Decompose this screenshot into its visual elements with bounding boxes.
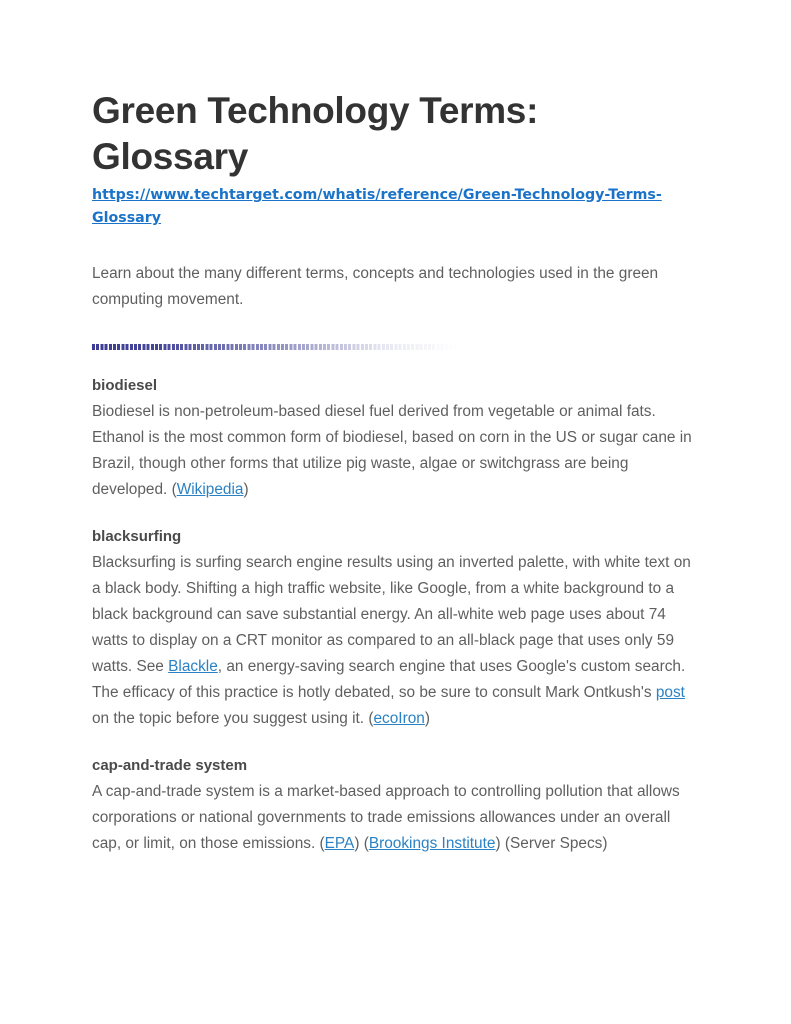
- glossary-definition: [92, 550, 698, 732]
- definition-text: ): [424, 710, 430, 727]
- glossary-definition: [92, 399, 698, 503]
- dotted-gradient-divider: [92, 344, 457, 350]
- reference-link[interactable]: ecoIron: [373, 710, 425, 727]
- intro-paragraph: Learn about the many different terms, concepts and technologies used in the green computing movement.: [92, 265, 659, 308]
- definition-text: ) (Server Specs): [495, 835, 608, 852]
- glossary-entry-list: [92, 374, 698, 857]
- reference-link[interactable]: Blackle: [168, 658, 218, 675]
- glossary-term: blacksurfing: [92, 528, 182, 545]
- reference-link[interactable]: Wikipedia: [176, 481, 244, 498]
- source-url-link[interactable]: https://www.techtarget.com/whatis/reference/Green-Technology-Terms-Glossary: [92, 187, 662, 226]
- glossary-definition: [92, 779, 698, 857]
- definition-text: ) (: [354, 835, 369, 852]
- definition-text: Biodiesel is non-petroleum-based diesel fuel derived from vegetable or animal fats. Ethanol is the most common form of biodiesel, based on corn in the US or sugar cane in Brazil, though other forms that utilize pig waste, algae or switchgrass are being developed. (: [92, 403, 692, 498]
- definition-text: , an energy-saving search engine that uses Google's custom search. The efficacy of this practice is hotly debated, so be sure to consult Mark Ontkush's: [92, 658, 686, 701]
- definition-text: Blacksurfing is surfing search engine results using an inverted palette, with white text on a black body. Shifting a high traffic website, like Google, from a white background to a black background can save substantial energy. An all-white web page uses about 74 watts to display on a CRT monitor as compared to an all-black page that uses only 59 watts. See: [92, 554, 691, 675]
- glossary-entry: [92, 754, 698, 857]
- page-title: Green Technology Terms: Glossary: [92, 90, 539, 177]
- definition-text: A cap-and-trade system is a market-based approach to controlling pollution that allows corporations or national governments to trade emissions allowances under an overall cap, or limit, on those emissions. (: [92, 783, 680, 852]
- reference-link[interactable]: post: [655, 684, 685, 701]
- document-content: [92, 88, 698, 857]
- definition-text: on the topic before you suggest using it. (: [92, 710, 374, 727]
- reference-link[interactable]: EPA: [324, 835, 355, 852]
- glossary-entry: [92, 374, 698, 503]
- section-divider-wrap: [92, 344, 698, 362]
- glossary-entry: [92, 525, 698, 732]
- glossary-term: cap-and-trade system: [92, 757, 248, 774]
- definition-text: ): [243, 481, 249, 498]
- reference-link[interactable]: Brookings Institute: [368, 835, 496, 852]
- glossary-term: biodiesel: [92, 377, 158, 394]
